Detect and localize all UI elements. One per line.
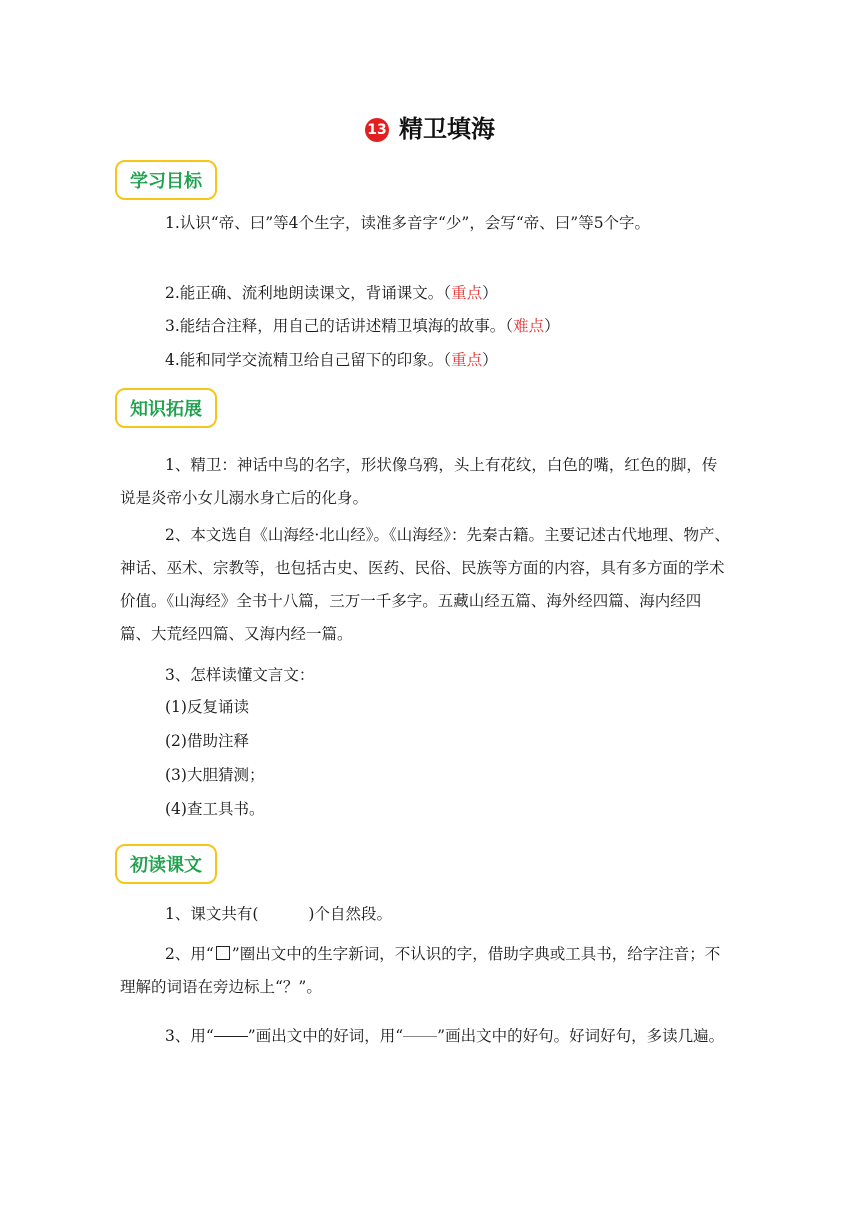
method-item: (1)反复诵读 (165, 698, 249, 716)
knowledge-paragraph-2: 2、本文选自《山海经·北山经》。《山海经》：先秦古籍。主要记述古代地理、物产、神话、巫术、宗教等，也包括古史、医药、民俗、民族等方面的内容，具有多方面的学术价值。《山海经》全书十八篇，三万一千多字。五藏山经五篇、海外经四篇、海内经四篇、大荒经四篇、又海内经一篇。 (120, 526, 731, 643)
knowledge-paragraph-3: 3、怎样读懂文言文： (165, 666, 315, 684)
reading-question-2: 2、用“ ”圈出文中的生字新词，不认识的字，借助字典或工具书，给字注音；不理解的词语在旁边标上“？”。 (120, 945, 721, 996)
section-label-knowledge: 知识拓展 (115, 388, 217, 428)
method-item: (2)借助注释 (165, 732, 249, 750)
key-point-tag: 重点 (451, 351, 483, 369)
knowledge-paragraph-1: 1、精卫：神话中鸟的名字，形状像乌鸦，头上有花纹，白色的嘴，红色的脚，传说是炎帝小女儿溺水身亡后的化身。 (120, 456, 718, 507)
goal-item-4: 4.能和同学交流精卫给自己留下的印象。（重点） (165, 351, 498, 369)
reading-question-3: 3、用“ ”画出文中的好词，用“ ”画出文中的好句。好词好句，多读几遍。 (165, 1027, 725, 1045)
method-item: (4)查工具书。 (165, 800, 265, 818)
reading-question-1: 1、课文共有( )个自然段。 (165, 905, 392, 923)
lesson-title-text: 精卫填海 (399, 115, 495, 143)
section-label-reading: 初读课文 (115, 844, 217, 884)
difficult-point-tag: 难点 (513, 317, 545, 335)
section-label-goals: 学习目标 (115, 160, 217, 200)
key-point-tag: 重点 (451, 284, 483, 302)
lesson-title (0, 112, 860, 146)
goal-item-2: 2.能正确、流利地朗读课文，背诵课文。（重点） (165, 284, 498, 302)
goal-item-1: 1.认识“帝、曰”等4个生字，读准多音字“少”，会写“帝、曰”等5个字。 (165, 214, 651, 232)
wavy-underline-icon (403, 1036, 437, 1037)
goal-item-3: 3.能结合注释，用自己的话讲述精卫填海的故事。（难点） (165, 317, 560, 335)
square-circle-icon (216, 946, 230, 960)
lesson-number-badge: 13 (365, 118, 389, 142)
method-item: (3)大胆猜测； (165, 766, 265, 784)
straight-underline-icon (214, 1036, 248, 1037)
